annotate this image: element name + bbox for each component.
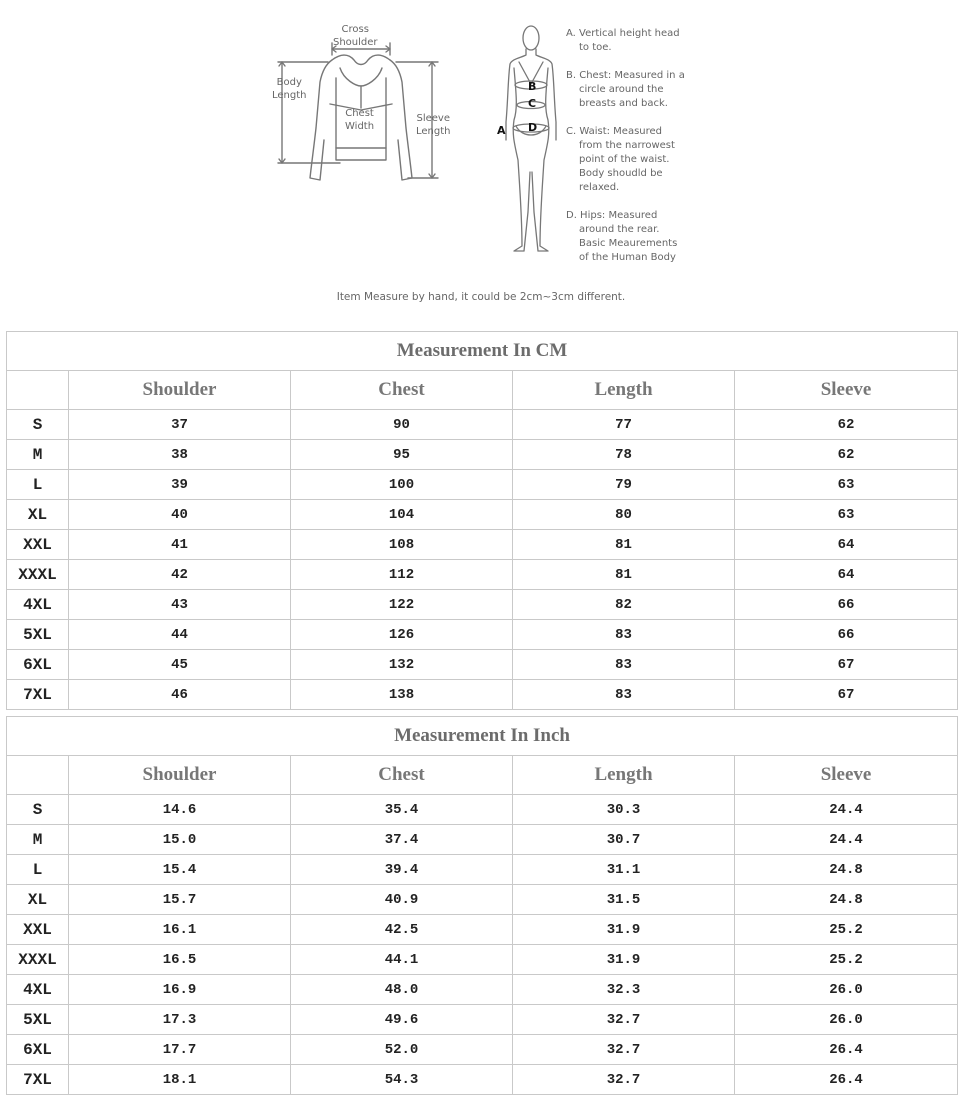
size-label-cell: XXXL xyxy=(7,945,69,975)
size-label-cell: 7XL xyxy=(7,680,69,710)
size-label-cell: XL xyxy=(7,500,69,530)
note-b-line: breasts and back. xyxy=(579,98,668,109)
size-label-cell: 7XL xyxy=(7,1065,69,1095)
shoulder-value-cell: 40 xyxy=(69,500,291,530)
sleeve-value-cell: 25.2 xyxy=(735,945,958,975)
chest-value-cell: 132 xyxy=(291,650,513,680)
length-value-cell: 30.3 xyxy=(513,795,735,825)
sleeve-length-label-line1: Sleeve xyxy=(416,113,450,124)
length-value-cell: 77 xyxy=(513,410,735,440)
note-c-line: point of the waist. xyxy=(579,154,670,165)
shoulder-value-cell: 16.9 xyxy=(69,975,291,1005)
chest-width-label-line2: Width xyxy=(345,121,375,132)
table-row xyxy=(7,795,958,825)
table-row xyxy=(7,855,958,885)
chest-value-cell: 100 xyxy=(291,470,513,500)
sleeve-value-cell: 26.4 xyxy=(735,1035,958,1065)
shoulder-value-cell: 16.5 xyxy=(69,945,291,975)
shoulder-value-cell: 46 xyxy=(69,680,291,710)
note-a-line: to toe. xyxy=(579,42,612,53)
note-b-line: circle around the xyxy=(579,84,664,95)
column-header-sleeve: Sleeve xyxy=(735,756,958,795)
letter-a-label: A xyxy=(497,124,506,137)
shoulder-value-cell: 38 xyxy=(69,440,291,470)
shoulder-value-cell: 39 xyxy=(69,470,291,500)
table-title-row xyxy=(7,332,958,371)
note-c xyxy=(566,125,675,195)
human-body-illustration xyxy=(500,22,562,254)
length-value-cell: 81 xyxy=(513,560,735,590)
table-header-row xyxy=(7,371,958,410)
shoulder-value-cell: 15.7 xyxy=(69,885,291,915)
chest-value-cell: 48.0 xyxy=(291,975,513,1005)
measurement-tip: Item Measure by hand, it could be 2cm~3cm different. xyxy=(336,291,626,303)
table-row xyxy=(7,560,958,590)
chest-value-cell: 52.0 xyxy=(291,1035,513,1065)
sleeve-value-cell: 67 xyxy=(735,650,958,680)
table-row xyxy=(7,440,958,470)
shoulder-value-cell: 44 xyxy=(69,620,291,650)
length-value-cell: 83 xyxy=(513,620,735,650)
table-row xyxy=(7,915,958,945)
size-label-cell: 6XL xyxy=(7,650,69,680)
table-row xyxy=(7,500,958,530)
cross-shoulder-label xyxy=(333,23,378,49)
chest-value-cell: 104 xyxy=(291,500,513,530)
length-value-cell: 31.9 xyxy=(513,945,735,975)
chest-value-cell: 54.3 xyxy=(291,1065,513,1095)
sleeve-value-cell: 26.0 xyxy=(735,1005,958,1035)
chest-value-cell: 122 xyxy=(291,590,513,620)
column-header-chest: Chest xyxy=(291,371,513,410)
length-value-cell: 30.7 xyxy=(513,825,735,855)
note-d-line: Basic Meaurements xyxy=(579,238,678,249)
shoulder-value-cell: 18.1 xyxy=(69,1065,291,1095)
sleeve-value-cell: 64 xyxy=(735,530,958,560)
shoulder-value-cell: 43 xyxy=(69,590,291,620)
sleeve-value-cell: 62 xyxy=(735,440,958,470)
size-label-cell: 4XL xyxy=(7,590,69,620)
note-d-line: D. Hips: Measured xyxy=(566,210,658,221)
sleeve-value-cell: 24.8 xyxy=(735,885,958,915)
sleeve-value-cell: 64 xyxy=(735,560,958,590)
length-value-cell: 31.1 xyxy=(513,855,735,885)
note-a xyxy=(566,27,680,55)
table-body xyxy=(7,410,958,710)
size-column-header xyxy=(7,756,69,795)
note-d-line: around the rear. xyxy=(579,224,660,235)
note-d-line: of the Human Body xyxy=(579,252,676,263)
note-b xyxy=(566,69,685,111)
size-table-inch xyxy=(6,716,958,1095)
sleeve-value-cell: 25.2 xyxy=(735,915,958,945)
sleeve-length-label xyxy=(416,112,451,138)
sleeve-value-cell: 63 xyxy=(735,470,958,500)
length-value-cell: 31.9 xyxy=(513,915,735,945)
note-a-line: A. Vertical height head xyxy=(566,28,680,39)
column-header-sleeve: Sleeve xyxy=(735,371,958,410)
length-value-cell: 32.7 xyxy=(513,1065,735,1095)
body-length-label xyxy=(272,76,307,102)
note-c-line: Body shoudld be xyxy=(579,168,663,179)
table-row xyxy=(7,945,958,975)
note-c-line: from the narrowest xyxy=(579,140,675,151)
sleeve-value-cell: 63 xyxy=(735,500,958,530)
size-label-cell: S xyxy=(7,795,69,825)
cross-shoulder-label-line1: Cross xyxy=(341,24,369,35)
sleeve-value-cell: 24.8 xyxy=(735,855,958,885)
shoulder-value-cell: 17.3 xyxy=(69,1005,291,1035)
length-value-cell: 81 xyxy=(513,530,735,560)
shoulder-value-cell: 14.6 xyxy=(69,795,291,825)
table-row xyxy=(7,650,958,680)
table-title-row xyxy=(7,717,958,756)
column-header-length: Length xyxy=(513,756,735,795)
note-d xyxy=(566,209,677,265)
size-label-cell: XL xyxy=(7,885,69,915)
letter-d-label: D xyxy=(528,121,538,134)
table-row xyxy=(7,410,958,440)
table-row xyxy=(7,620,958,650)
sleeve-value-cell: 24.4 xyxy=(735,825,958,855)
chest-value-cell: 112 xyxy=(291,560,513,590)
chest-value-cell: 40.9 xyxy=(291,885,513,915)
shoulder-value-cell: 45 xyxy=(69,650,291,680)
length-value-cell: 31.5 xyxy=(513,885,735,915)
table-row xyxy=(7,975,958,1005)
note-c-line: C. Waist: Measured xyxy=(566,126,663,137)
size-label-cell: L xyxy=(7,855,69,885)
chest-value-cell: 90 xyxy=(291,410,513,440)
cross-shoulder-label-line2: Shoulder xyxy=(333,37,378,48)
table-header-row xyxy=(7,756,958,795)
body-length-label-line2: Length xyxy=(272,90,307,101)
length-value-cell: 32.7 xyxy=(513,1035,735,1065)
table-row xyxy=(7,530,958,560)
size-label-cell: 6XL xyxy=(7,1035,69,1065)
length-value-cell: 79 xyxy=(513,470,735,500)
note-b-line: B. Chest: Measured in a xyxy=(566,70,685,81)
size-label-cell: XXL xyxy=(7,530,69,560)
sleeve-value-cell: 26.4 xyxy=(735,1065,958,1095)
chest-value-cell: 39.4 xyxy=(291,855,513,885)
table-title: Measurement In Inch xyxy=(7,717,958,756)
size-table-cm xyxy=(6,331,958,710)
column-header-length: Length xyxy=(513,371,735,410)
length-value-cell: 78 xyxy=(513,440,735,470)
length-value-cell: 32.7 xyxy=(513,1005,735,1035)
shoulder-value-cell: 37 xyxy=(69,410,291,440)
length-value-cell: 32.3 xyxy=(513,975,735,1005)
size-label-cell: XXXL xyxy=(7,560,69,590)
chest-value-cell: 42.5 xyxy=(291,915,513,945)
chest-value-cell: 35.4 xyxy=(291,795,513,825)
size-label-cell: 4XL xyxy=(7,975,69,1005)
table-row xyxy=(7,1005,958,1035)
length-value-cell: 83 xyxy=(513,650,735,680)
table-body xyxy=(7,795,958,1095)
letter-c-label: C xyxy=(528,97,537,110)
sleeve-length-label-line2: Length xyxy=(416,126,451,137)
chest-value-cell: 44.1 xyxy=(291,945,513,975)
sleeve-value-cell: 24.4 xyxy=(735,795,958,825)
sleeve-value-cell: 67 xyxy=(735,680,958,710)
length-value-cell: 83 xyxy=(513,680,735,710)
size-column-header xyxy=(7,371,69,410)
size-label-cell: 5XL xyxy=(7,620,69,650)
size-label-cell: XXL xyxy=(7,915,69,945)
shoulder-value-cell: 42 xyxy=(69,560,291,590)
note-c-line: relaxed. xyxy=(579,182,620,193)
size-label-cell: 5XL xyxy=(7,1005,69,1035)
chest-value-cell: 37.4 xyxy=(291,825,513,855)
table-row xyxy=(7,470,958,500)
table-row xyxy=(7,680,958,710)
chest-width-label xyxy=(345,107,374,133)
sleeve-value-cell: 62 xyxy=(735,410,958,440)
size-label-cell: S xyxy=(7,410,69,440)
column-header-shoulder: Shoulder xyxy=(69,756,291,795)
chest-value-cell: 49.6 xyxy=(291,1005,513,1035)
length-value-cell: 80 xyxy=(513,500,735,530)
sleeve-value-cell: 26.0 xyxy=(735,975,958,1005)
shoulder-value-cell: 16.1 xyxy=(69,915,291,945)
shoulder-value-cell: 17.7 xyxy=(69,1035,291,1065)
table-row xyxy=(7,1035,958,1065)
size-label-cell: M xyxy=(7,825,69,855)
table-row xyxy=(7,885,958,915)
column-header-shoulder: Shoulder xyxy=(69,371,291,410)
shoulder-value-cell: 15.0 xyxy=(69,825,291,855)
sleeve-value-cell: 66 xyxy=(735,590,958,620)
table-row xyxy=(7,1065,958,1095)
body-length-label-line1: Body xyxy=(276,77,302,88)
shoulder-value-cell: 41 xyxy=(69,530,291,560)
shoulder-value-cell: 15.4 xyxy=(69,855,291,885)
letter-b-label: B xyxy=(528,80,537,93)
table-row xyxy=(7,825,958,855)
measurement-diagram xyxy=(0,0,962,325)
length-value-cell: 82 xyxy=(513,590,735,620)
chest-value-cell: 95 xyxy=(291,440,513,470)
table-row xyxy=(7,590,958,620)
sleeve-value-cell: 66 xyxy=(735,620,958,650)
column-header-chest: Chest xyxy=(291,756,513,795)
size-label-cell: L xyxy=(7,470,69,500)
chest-width-label-line1: Chest xyxy=(345,108,374,119)
chest-value-cell: 126 xyxy=(291,620,513,650)
size-label-cell: M xyxy=(7,440,69,470)
chest-value-cell: 138 xyxy=(291,680,513,710)
chest-value-cell: 108 xyxy=(291,530,513,560)
table-title: Measurement In CM xyxy=(7,332,958,371)
